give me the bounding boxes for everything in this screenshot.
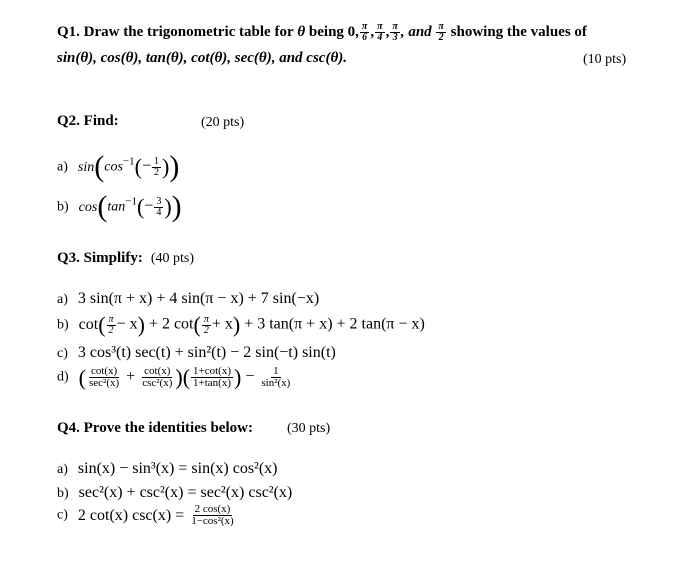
q4-c-num: 2 cos(x) — [194, 503, 231, 515]
q3-b-p1: cot — [78, 315, 99, 333]
q3-d-f4-den: sin²(x) — [261, 377, 291, 389]
q1-text-a: Draw the trigonometric table for — [83, 23, 294, 40]
q4-item-b — [57, 484, 292, 502]
q3-d-f4-num: 1 — [273, 365, 279, 377]
q3-b-frac-num: π — [108, 313, 114, 325]
q2-b-label: b) — [57, 199, 69, 215]
q3-a-label: a) — [57, 292, 68, 307]
q2-a-den: 2 — [153, 166, 159, 178]
q1-theta: θ — [297, 23, 306, 40]
q1-frac-den: 6 — [362, 32, 368, 43]
q4-a-label: a) — [57, 462, 68, 477]
q4-c-den: 1−cos²(x) — [191, 515, 234, 527]
q3-item-c — [57, 344, 336, 362]
q3-points: (40 pts) — [150, 251, 195, 266]
q3-b-frac-den: 2 — [108, 324, 114, 336]
q3-b-p3: + 2 cot — [148, 315, 194, 333]
q3-b-p2: − x — [116, 315, 138, 333]
q2-b-minus: − — [144, 197, 154, 215]
q4-b-expr: sec²(x) + csc²(x) = sec²(x) csc²(x) — [78, 484, 293, 501]
q3-b-p5: + 3 tan(π + x) + 2 tan(π − x) — [244, 315, 425, 333]
q1-label: Q1. — [57, 23, 80, 40]
q1-and: , and — [400, 23, 432, 40]
q4-c-expr: 2 cot(x) csc(x) = — [77, 506, 185, 524]
q3-item-a — [57, 290, 319, 308]
q4-points: (30 pts) — [286, 421, 331, 436]
q1-frac-pi-4 — [375, 22, 384, 43]
q3-d-f2-num: cot(x) — [144, 365, 171, 377]
q1-frac-num: π — [361, 21, 368, 32]
q3-d-plus: + — [126, 368, 136, 386]
q2-b-inner: tan — [107, 199, 126, 215]
q3-d-f3-num: 1+cot(x) — [193, 365, 231, 377]
q1-text-b: being — [308, 23, 344, 40]
q4-header — [57, 419, 330, 437]
q1-frac-den: 3 — [392, 32, 398, 43]
q2-a-label: a) — [57, 159, 68, 175]
q4-c-frac — [189, 504, 236, 527]
q3-c-expr: 3 cos³(t) sec(t) + sin²(t) − 2 sin(−t) sin(t) — [77, 344, 336, 361]
q4-item-a — [57, 460, 278, 478]
q3-a-expr: 3 sin(π + x) + 4 sin(π − x) + 7 sin(−x) — [77, 290, 320, 307]
q2-b-exp: −1 — [125, 195, 137, 208]
q3-b-label: b) — [57, 317, 69, 333]
q3-item-b: b) cot( $\frac{\pi}{2}$ − x) + 2 cot( $\frac{\pi}{2}$ + x) + 3 tan(π + x) + 2 tan(π − x) — [57, 312, 425, 337]
q2-a-exp: −1 — [122, 155, 135, 168]
q3-b-frac2 — [202, 315, 211, 336]
q1-frac-num: π — [438, 21, 444, 32]
q2-b-frac — [154, 197, 163, 218]
q2-item-a: a) $\sin(\cos^{-1}(-$ $\frac{1}{2}$ )) — [57, 150, 180, 183]
q1-frac-pi-2 — [436, 22, 445, 43]
q3-d-f2-den: csc²(x) — [142, 377, 173, 389]
q4-b-label: b) — [57, 486, 69, 501]
q3-d-f3-den: 1+tan(x) — [193, 377, 231, 389]
q4-c-label: c) — [57, 507, 68, 523]
q3-d-label: d) — [57, 369, 69, 385]
q3-b-frac-num: π — [203, 313, 209, 325]
q3-d-frac2 — [140, 366, 174, 389]
q3-d-frac1 — [87, 366, 121, 389]
q2-b-den: 4 — [156, 206, 162, 218]
q1-points: (10 pts) — [583, 52, 627, 67]
q2-a-minus: − — [141, 157, 151, 175]
q1-frac-den: 2 — [438, 32, 444, 43]
q4-a-expr: sin(x) − sin³(x) = sin(x) cos²(x) — [77, 460, 278, 477]
q3-item-d: d) ( $\frac{\cot(x)}{\text{sec²(x)}}$ + $\frac{\cot(x)}{\text{csc²(x)}}$ )( $\frac{1+\cot(x)}{1+\tan(x)}$ ) − $\frac{1}{\text{sin²(x)}}$ — [57, 364, 291, 390]
q2-a-inner: cos — [104, 159, 123, 175]
q1-values-prefix: 0, — [347, 23, 359, 40]
q2-item-b: b) $\cos(\tan^{-1}(-$ $\frac{3}{4}$ )) — [57, 190, 182, 223]
q3-d-frac3 — [191, 366, 233, 389]
q1-line1: Q1. Draw the trigonometric table for θ being 0, $\frac{\pi}{6}$ , $\frac{\pi}{4}$ , $\frac{\pi}{3}$ , and $\frac{\pi}{2}$ showing the values of — [57, 21, 587, 43]
q3-label: Q3. Simplify: — [57, 250, 143, 266]
q4-item-c — [57, 504, 237, 527]
q2-points: (20 pts) — [201, 115, 245, 130]
q2-b-fn: cos — [78, 199, 98, 215]
q1-text-c: showing the values of — [450, 23, 587, 40]
q4-label: Q4. Prove the identities below: — [57, 420, 253, 436]
q1-frac-num: π — [392, 21, 398, 32]
q2-label: Q2. Find: — [57, 113, 119, 129]
q2-b-num: 3 — [156, 195, 162, 207]
q1-frac-pi-3 — [390, 22, 399, 43]
q3-d-frac4 — [259, 366, 292, 389]
q3-c-label: c) — [57, 346, 68, 361]
q2-a-frac — [152, 157, 161, 178]
q2-a-num: 1 — [153, 155, 159, 167]
q3-b-frac1 — [107, 315, 116, 336]
q3-d-f1-den: sec²(x) — [89, 377, 120, 389]
q3-d-minus: − — [245, 368, 255, 386]
q2-a-fn: sin — [77, 159, 95, 175]
q3-d-f1-num: cot(x) — [90, 365, 118, 377]
q1-frac-pi-6 — [360, 22, 369, 43]
q3-b-p4: + x — [211, 315, 233, 333]
q1-frac-den: 4 — [377, 32, 383, 43]
q1-frac-num: π — [377, 21, 383, 32]
q1-functions: sin(θ), cos(θ), tan(θ), cot(θ), sec(θ), and csc(θ). — [57, 50, 347, 66]
q3-b-frac-den: 2 — [203, 324, 209, 336]
q3-header — [57, 249, 194, 267]
